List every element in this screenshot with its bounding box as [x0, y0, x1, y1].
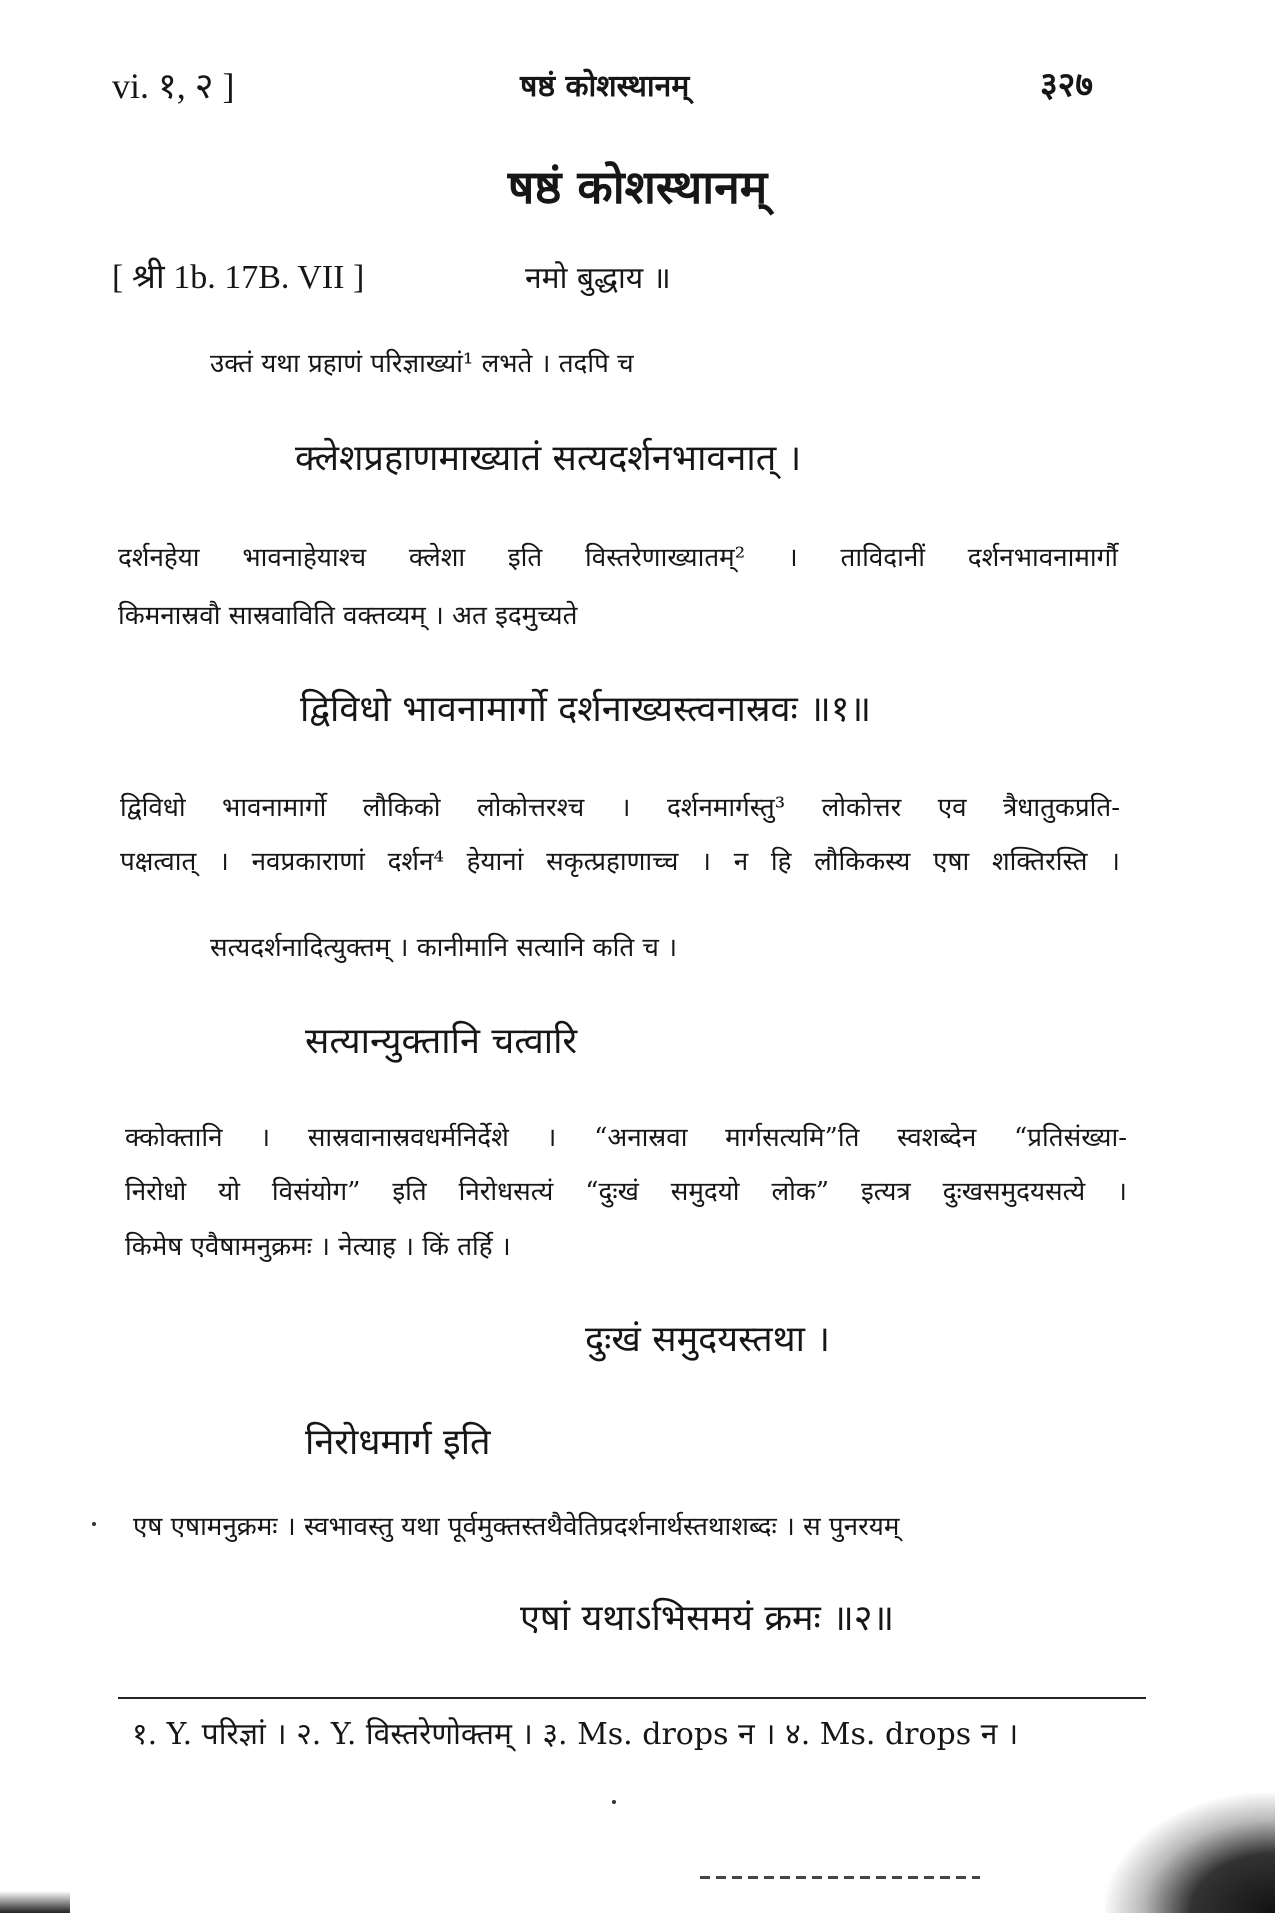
commentary-3: सत्यदर्शनादित्युक्तम् । कानीमानि सत्यानि कति च । — [210, 933, 678, 963]
commentary-2-line-2: पक्षत्वात् । नवप्रकाराणां दर्शन⁴ हेयानां सकृत्प्रहाणाच्च । न हि लौकिकस्य एषा शक्तिरस्ति । — [120, 847, 1120, 877]
running-header-verse-ref: vi. १, २ ] — [112, 66, 235, 106]
footnote-divider — [118, 1697, 1146, 1699]
page-corner-shadow — [1105, 1793, 1275, 1913]
karika-2d: एषां यथाऽभिसमयं क्रमः ॥२॥ — [520, 1598, 895, 1639]
karika-2c: निरोधमार्ग इति — [305, 1422, 491, 1463]
karika-1a: क्लेशप्रहाणमाख्यातं सत्यदर्शनभावनात् । — [295, 438, 802, 479]
karika-2a: सत्यान्युक्तानि चत्वारि — [305, 1021, 578, 1062]
invocation: नमो बुद्धाय ॥ — [525, 261, 671, 296]
commentary-4-line-1: क्कोक्तानि । सास्रवानास्रवधर्मनिर्देशे । “अनास्रवा मार्गसत्यमि”ति स्वशब्देन “प्रतिसंख्या- — [125, 1123, 1127, 1153]
commentary-4-line-3: किमेष एवैषामनुक्रमः । नेत्याह । किं तर्हि । — [125, 1232, 511, 1262]
page-edge-shadow — [0, 1891, 70, 1913]
commentary-2-line-1: द्विविधो भावनामार्गो लौकिको लोकोत्तरश्च । दर्शनमार्गस्तु³ लोकोत्तर एव त्रैधातुकप्रति- — [120, 793, 1120, 823]
speck — [612, 1800, 616, 1804]
speck — [92, 1522, 96, 1526]
intro-text: उक्तं यथा प्रहाणं परिज्ञाख्यां¹ लभते । तदपि च — [210, 349, 634, 379]
commentary-1-line-2: किमनास्रवौ सास्रवाविति वक्तव्यम् । अत इदमुच्यते — [118, 601, 578, 631]
manuscript-reference: [ श्री 1b. 17B. VII ] — [112, 259, 365, 296]
karika-1b: द्विविधो भावनामार्गो दर्शनाख्यस्त्वनास्रवः ॥१॥ — [300, 689, 872, 730]
running-header-title: षष्ठं कोशस्थानम् — [520, 69, 690, 104]
karika-2b: दुःखं समुदयस्तथा । — [585, 1319, 831, 1360]
chapter-title: षष्ठं कोशस्थानम् — [507, 160, 768, 214]
commentary-1-line-1: दर्शनहेया भावनाहेयाश्च क्लेशा इति विस्तरेणाख्यातम्² । ताविदानीं दर्शनभावनामार्गौ — [118, 543, 1118, 573]
commentary-4-line-2: निरोधो यो विसंयोग” इति निरोधसत्यं “दुःखं समुदयो लोक” इत्यत्र दुःखसमुदयसत्ये । — [125, 1177, 1127, 1207]
scan-artifact — [700, 1876, 980, 1879]
footnotes: १. Y. परिज्ञां । २. Y. विस्तरेणोक्तम् । ३. Ms. drops न । ४. Ms. drops न । — [132, 1717, 1019, 1752]
commentary-5: एष एषामनुक्रमः । स्वभावस्तु यथा पूर्वमुक्तस्तथैवेतिप्रदर्शनार्थस्तथाशब्दः । स पुनरयम् — [133, 1512, 900, 1542]
page-number: ३२७ — [1040, 65, 1094, 105]
